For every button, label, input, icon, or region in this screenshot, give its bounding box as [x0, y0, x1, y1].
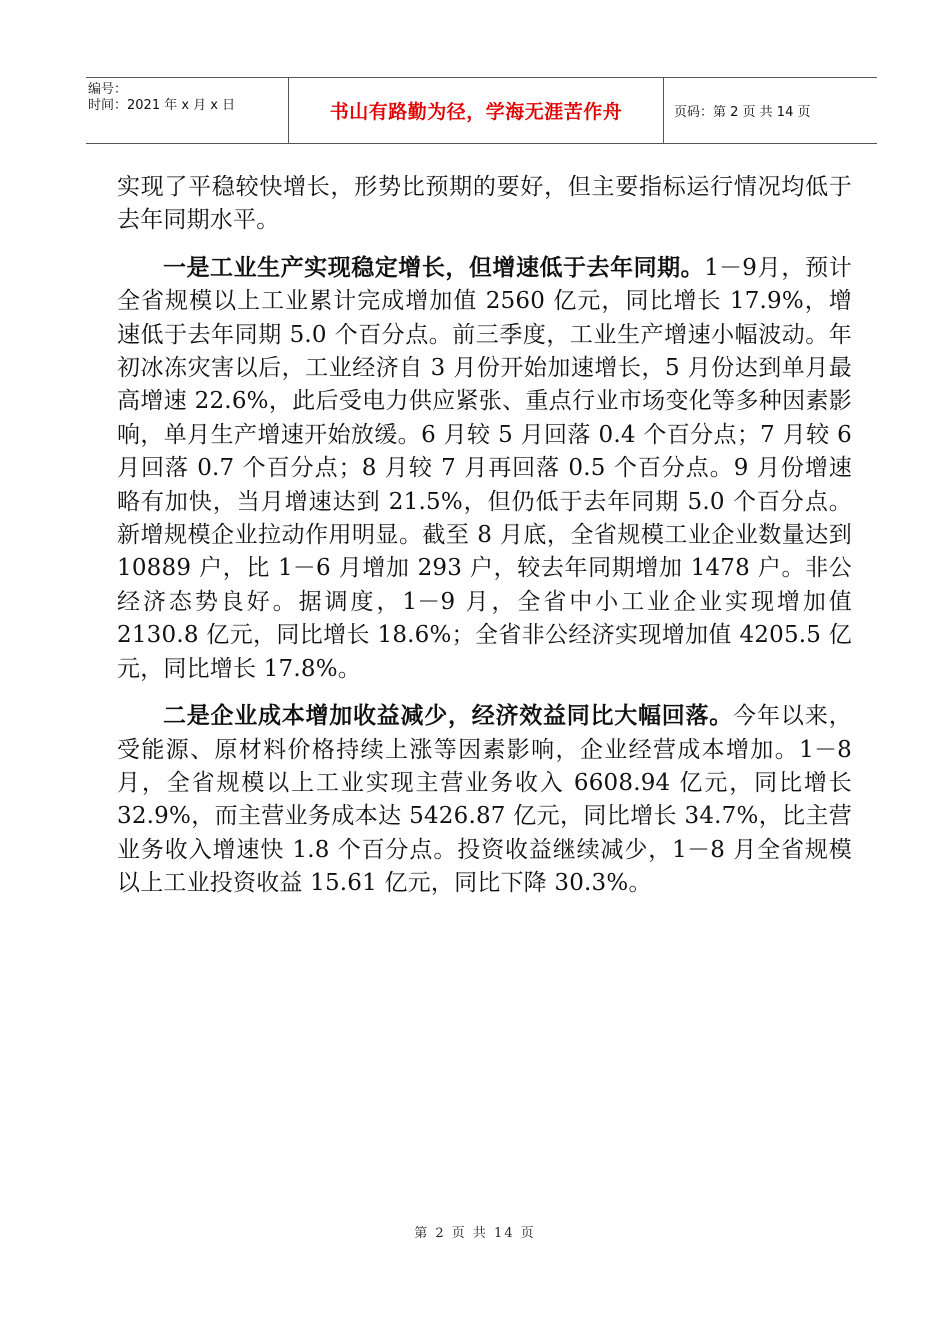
- paragraph-text: 1－9月，预计全省规模以上工业累计完成增加值 2560 亿元，同比增长 17.9%，增速低于去年同期 5.0 个百分点。前三季度，工业生产增速小幅波动。年初冰冻灾害以后，工业经济自 3 月份开始加速增长，5 月份达到单月最高增速 22.6%，此后受电力供应紧张、重点行业市场变化等多种因素影响，单月生产增速开始放缓。6 月较 5 月回落 0.4 个百分点；7 月较 6 月回落 0.7 个百分点；8 月较 7 月再回落 0.5 个百分点。9 月份增速略有加快，当月增速达到 21.5%，但仍低于去年同期 5.0 个百分点。新增规模企业拉动作用明显。截至 8 月底，全省规模工业企业数量达到 10889 户，比 1－6 月增加 293 户，较去年同期增加 1478 户。非公经济态势良好。据调度，1－9 月，全省中小工业企业实现增加值 2130.8 亿元，同比增长 18.6%；全省非公经济实现增加值 4205.5 亿元，同比增长 17.8%。: [117, 254, 853, 682]
- header-motto: 书山有路勤为径，学海无涯苦作舟: [288, 78, 664, 143]
- document-number-label: 编号：: [88, 82, 128, 97]
- paragraph-lead: 二是企业成本增加收益减少，经济效益同比大幅回落。: [163, 703, 733, 730]
- header-meta-cell: [86, 78, 288, 143]
- header-page-info: 页码：第 2 页 共 14 页: [674, 105, 811, 120]
- paragraph-intro: 实现了平稳较快增长，形势比预期的要好，但主要指标运行情况均低于去年同期水平。: [117, 174, 852, 234]
- paragraph-text: 今年以来，受能源、原材料价格持续上涨等因素影响，企业经营成本增加。1－8 月，全省规模以上工业实现主营业务收入 6608.94 亿元，同比增长 32.9%，而主营业务成本达 5426.87 亿元，同比增长 34.7%，比主营业务收入增速快 1.8 个百分点。投资收益继续减少，1－8 月全省规模以上工业投资收益 15.61 亿元，同比下降 30.3%。: [117, 703, 852, 897]
- paragraph-enterprise-costs: [117, 700, 852, 900]
- page-footer: 第 2 页 共 14 页: [414, 1226, 536, 1241]
- page-header: [86, 77, 877, 144]
- document-time-label: 时间：2021 年 x 月 x 日: [88, 98, 236, 113]
- document-body: [117, 171, 852, 901]
- paragraph-lead: 一是工业生产实现稳定增长，但增速低于去年同期。: [163, 254, 705, 281]
- paragraph-industrial-production: [117, 252, 852, 686]
